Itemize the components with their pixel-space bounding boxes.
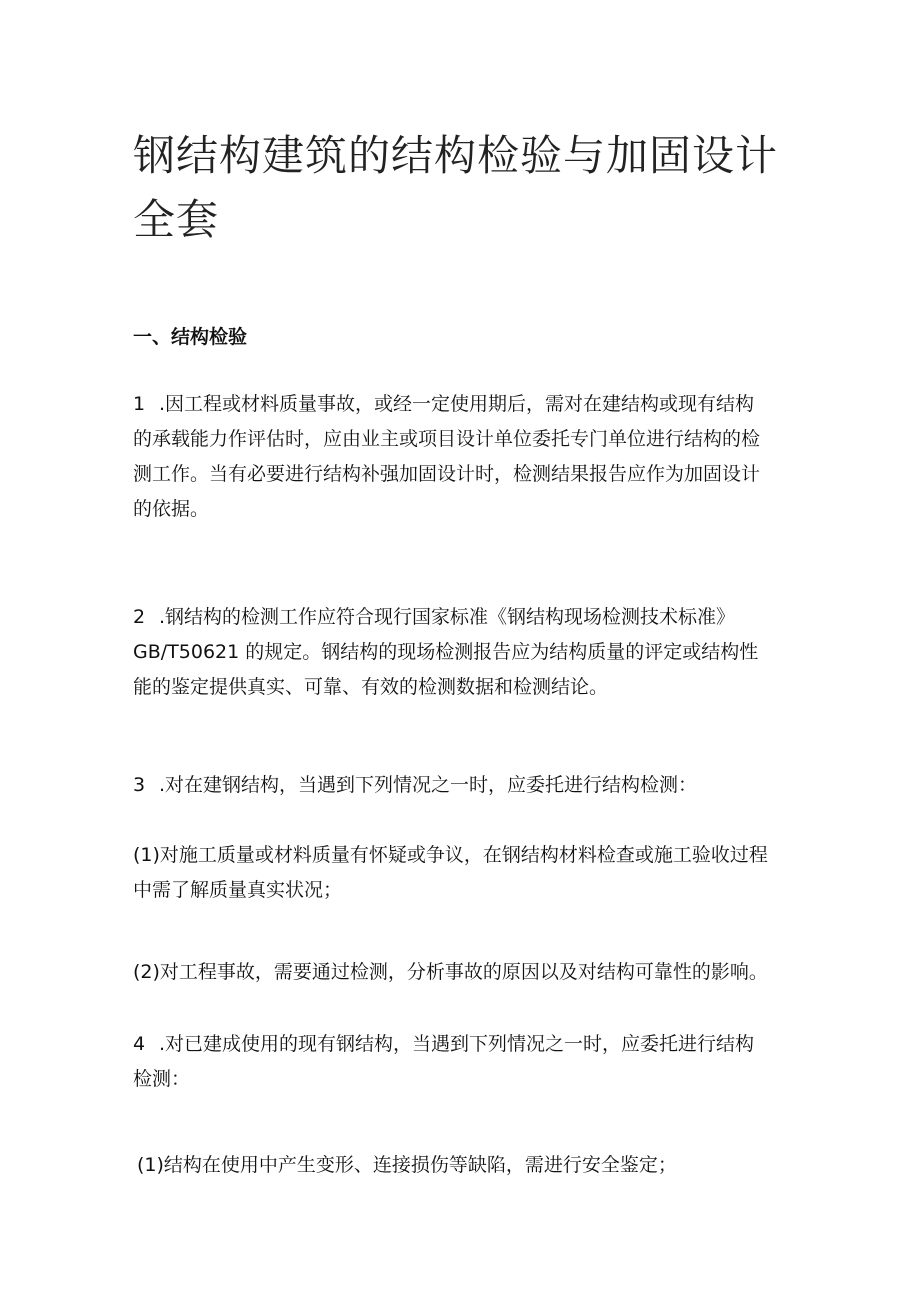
paragraph-line: 1 .因工程或材料质量事故，或经一定使用期后，需对在建结构或现有结构: [133, 387, 798, 422]
paragraph-line: GB/T50621 的规定。钢结构的现场检测报告应为结构质量的评定或结构性: [133, 641, 759, 663]
paragraph-line: 的承载能力作评估时，应由业主或项目设计单位委托专门单位进行结构的检: [133, 428, 761, 450]
section-heading: 一、结构检验: [133, 326, 248, 348]
paragraph-1: [133, 387, 798, 527]
paragraph-line: 4 .对已建成使用的现有钢结构，当遇到下列情况之一时，应委托进行结构: [133, 1027, 798, 1062]
list-item: [137, 1148, 802, 1183]
document-title-line-2: 全套: [133, 195, 220, 244]
paragraph-3: [133, 768, 798, 803]
paragraph-4: [133, 1027, 798, 1097]
document-title: [133, 124, 833, 252]
paragraph-number: 1: [133, 393, 146, 415]
document-title-line-1: 钢结构建筑的结构检验与加固设计: [133, 131, 779, 180]
paragraph-number: 3: [133, 774, 146, 796]
list-item: [133, 955, 798, 990]
paragraph-number: 2: [133, 606, 146, 628]
paragraph-line: (2)对工程事故，需要通过检测，分析事故的原因以及对结构可靠性的影响。: [133, 961, 768, 983]
paragraph-line: 2 .钢结构的检测工作应符合现行国家标准《钢结构现场检测技术标准》: [133, 600, 798, 635]
paragraph-line: (1)对施工质量或材料质量有怀疑或争议，在钢结构材料检查或施工验收过程: [133, 844, 768, 866]
paragraph-line: (1)结构在使用中产生变形、连接损伤等缺陷，需进行安全鉴定；: [137, 1154, 677, 1176]
paragraph-line: 中需了解质量真实状况；: [133, 879, 343, 901]
paragraph-line: 能的鉴定提供真实、可靠、有效的检测数据和检测结论。: [133, 676, 609, 698]
paragraph-line: 的依据。: [133, 498, 210, 520]
paragraph-number: 4: [133, 1033, 146, 1055]
paragraph-line: 检测：: [133, 1068, 191, 1090]
paragraph-2: [133, 600, 798, 705]
list-item: [133, 838, 798, 908]
paragraph-line: 3 .对在建钢结构，当遇到下列情况之一时，应委托进行结构检测：: [133, 768, 798, 803]
paragraph-line: 测工作。当有必要进行结构补强加固设计时，检测结果报告应作为加固设计: [133, 463, 761, 485]
